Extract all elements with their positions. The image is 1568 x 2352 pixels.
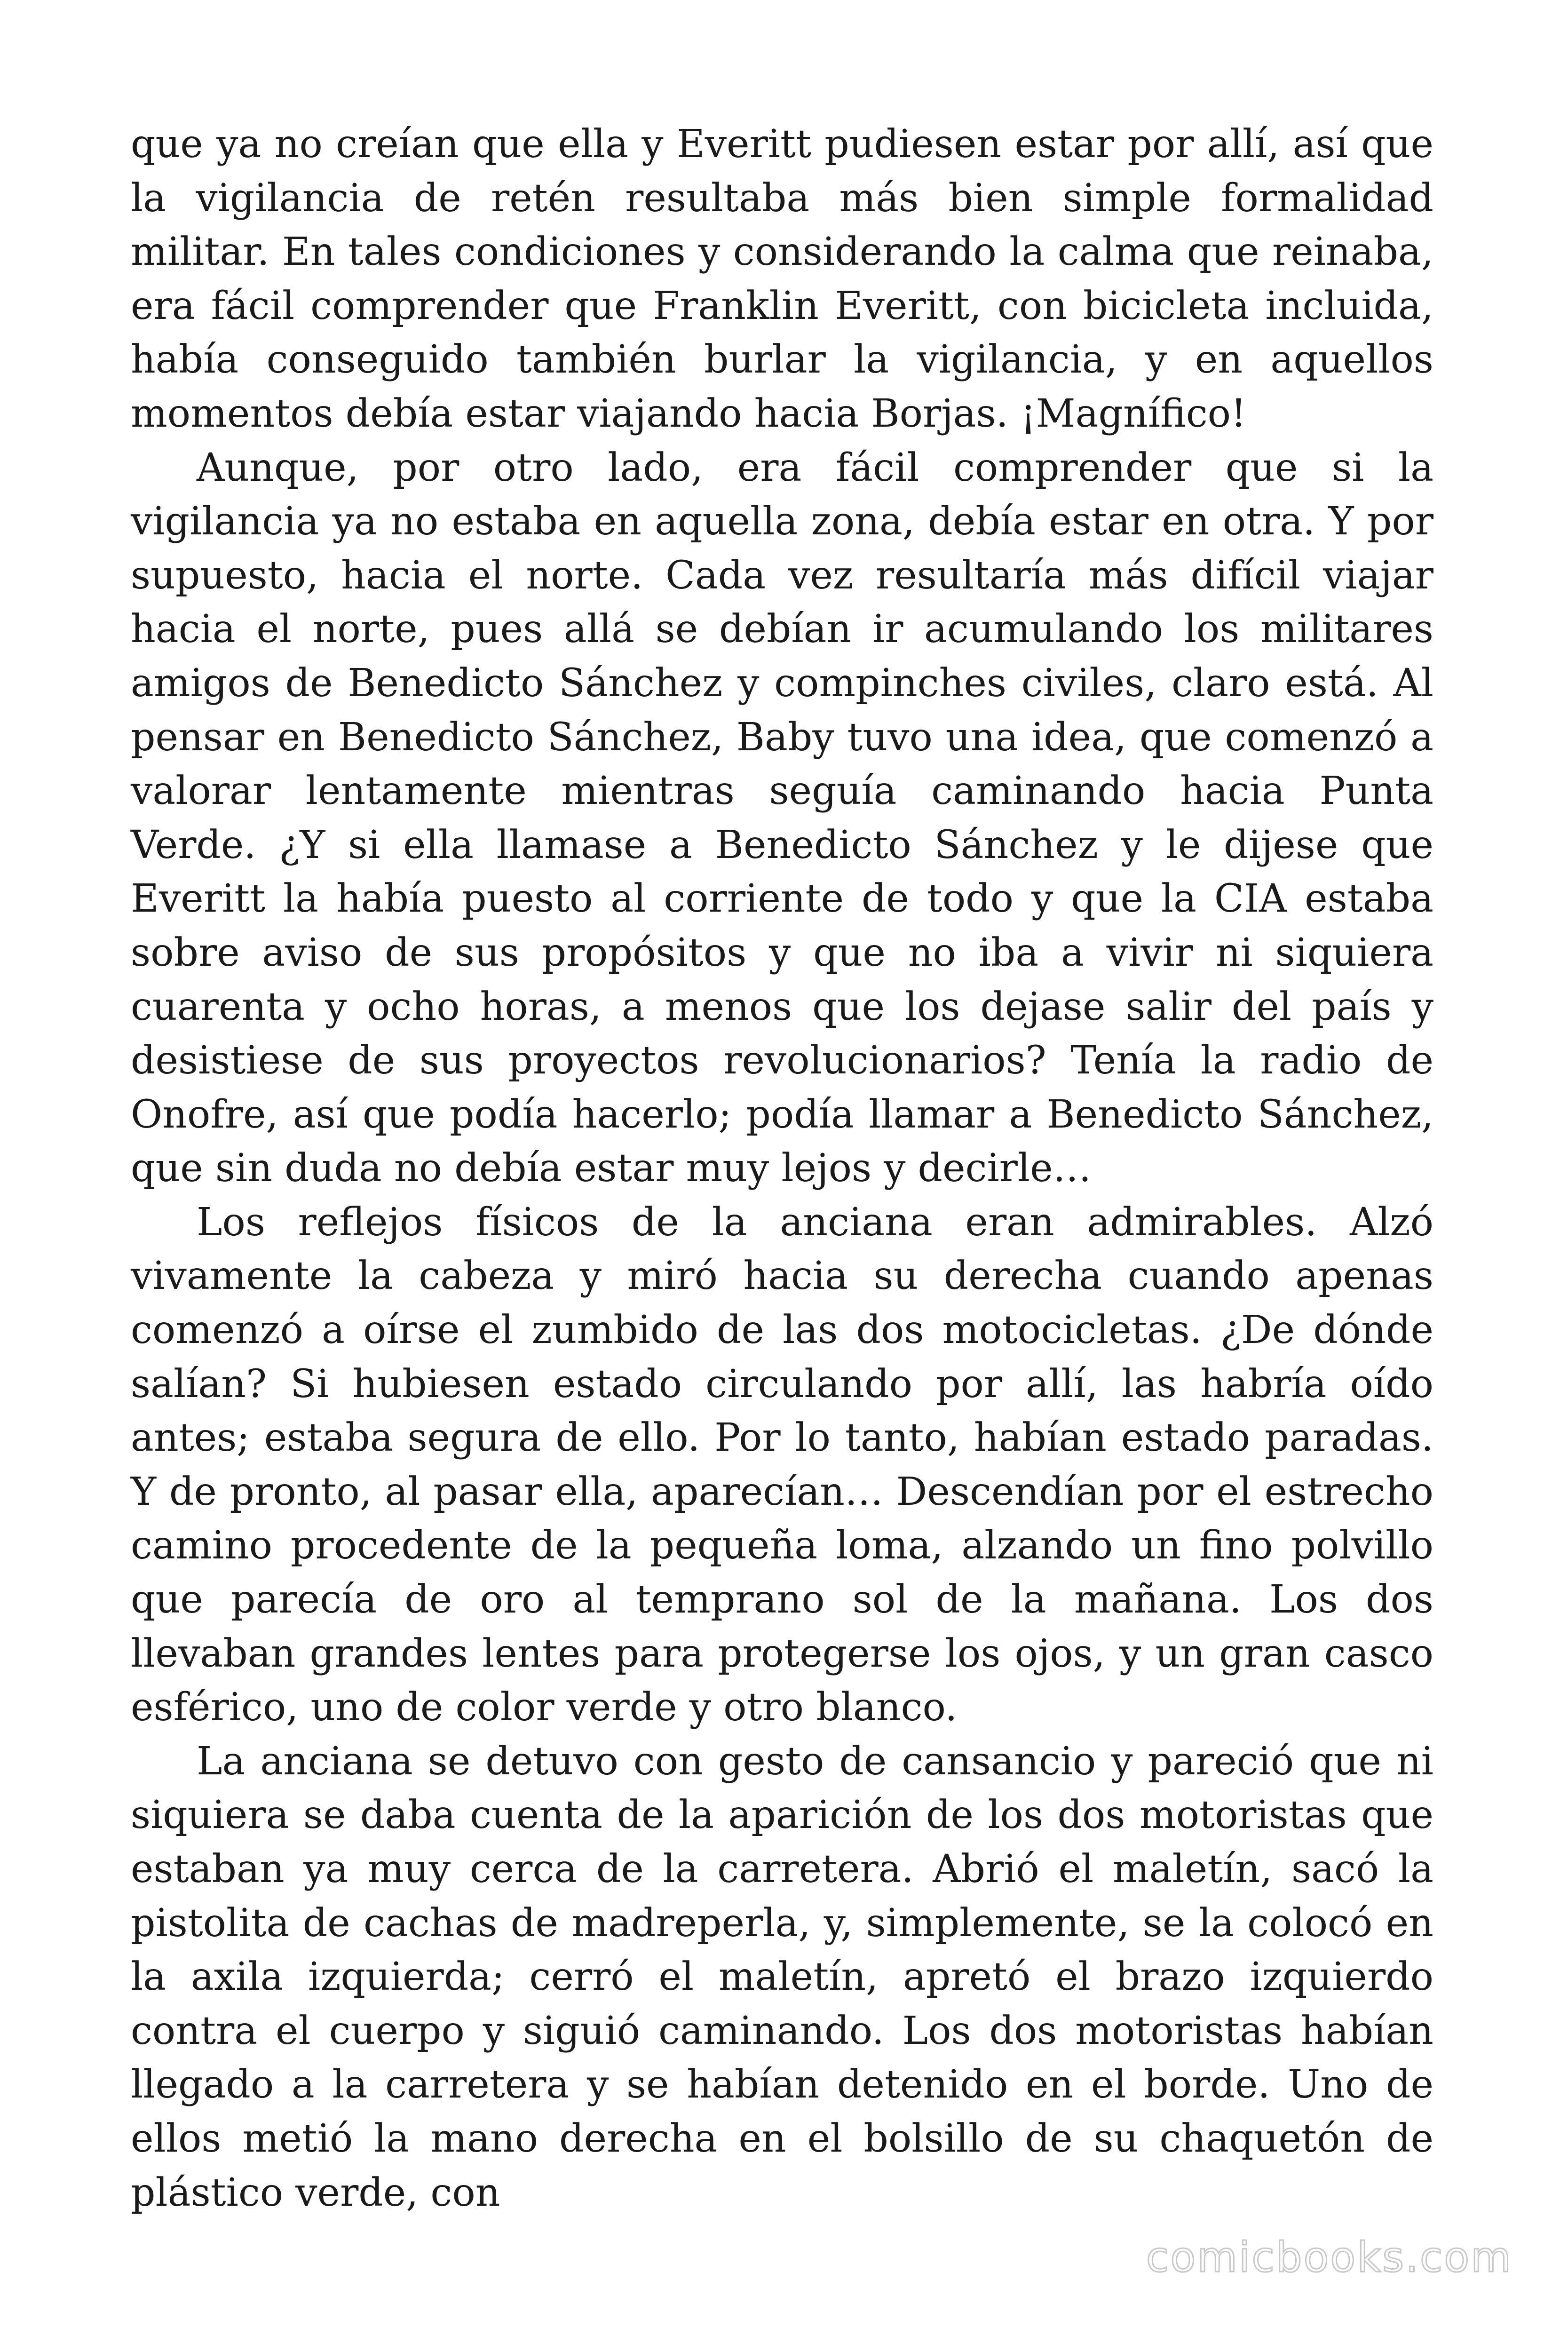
body-text bbox=[131, 118, 1433, 2220]
paragraph-1: que ya no creían que ella y Everitt pudiesen estar por allí, así que la vigilancia de retén resultaba más bien simple formalidad militar. En tales condiciones y considerando la calma que reinaba, era fácil comprender que Franklin Everitt, con bicicleta incluida, había conseguido también burlar la vigilancia, y en aquellos momentos debía estar viajando hacia Borjas. ¡Magnífico! bbox=[131, 122, 1433, 436]
site-watermark: comicbooks.com bbox=[1146, 2233, 1513, 2281]
paragraph-3: Los reflejos físicos de la anciana eran admirables. Alzó vivamente la cabeza y miró hacia su derecha cuando apenas comenzó a oírse el zumbido de las dos motocicletas. ¿De dónde salían? Si hubiesen estado circulando por allí, las habría oído antes; estaba segura de ello. Por lo tanto, habían estado paradas. Y de pronto, al pasar ella, aparecían… Descendían por el estrecho camino procedente de la pequeña loma, alzando un fino polvillo que parecía de oro al temprano sol de la mañana. Los dos llevaban grandes lentes para protegerse los ojos, y un gran casco esférico, uno de color verde y otro blanco. bbox=[131, 1200, 1433, 1730]
paragraph-4: La anciana se detuvo con gesto de cansancio y pareció que ni siquiera se daba cuenta de la aparición de los dos motoristas que estaban ya muy cerca de la carretera. Abrió el maletín, sacó la pistolita de cachas de madreperla, y, simplemente, se la colocó en la axila izquierda; cerró el maletín, apretó el brazo izquierdo contra el cuerpo y siguió caminando. Los dos motoristas habían llegado a la carretera y se habían detenido en el borde. Uno de ellos metió la mano derecha en el bolsillo de su chaquetón de plástico verde, con bbox=[131, 1739, 1433, 2215]
paragraph-2: Aunque, por otro lado, era fácil comprender que si la vigilancia ya no estaba en aquella zona, debía estar en otra. Y por supuesto, hacia el norte. Cada vez resultaría más difícil viajar hacia el norte, pues allá se debían ir acumulando los militares amigos de Benedicto Sánchez y compinches civiles, claro está. Al pensar en Benedicto Sánchez, Baby tuvo una idea, que comenzó a valorar lentamente mientras seguía caminando hacia Punta Verde. ¿Y si ella llamase a Benedicto Sánchez y le dijese que Everitt la había puesto al corriente de todo y que la CIA estaba sobre aviso de sus propósitos y que no iba a vivir ni siquiera cuarenta y ocho horas, a menos que los dejase salir del país y desistiese de sus proyectos revolucionarios? Tenía la radio de Onofre, así que podía hacerlo; podía llamar a Benedicto Sánchez, que sin duda no debía estar muy lejos y decirle… bbox=[131, 445, 1433, 1191]
